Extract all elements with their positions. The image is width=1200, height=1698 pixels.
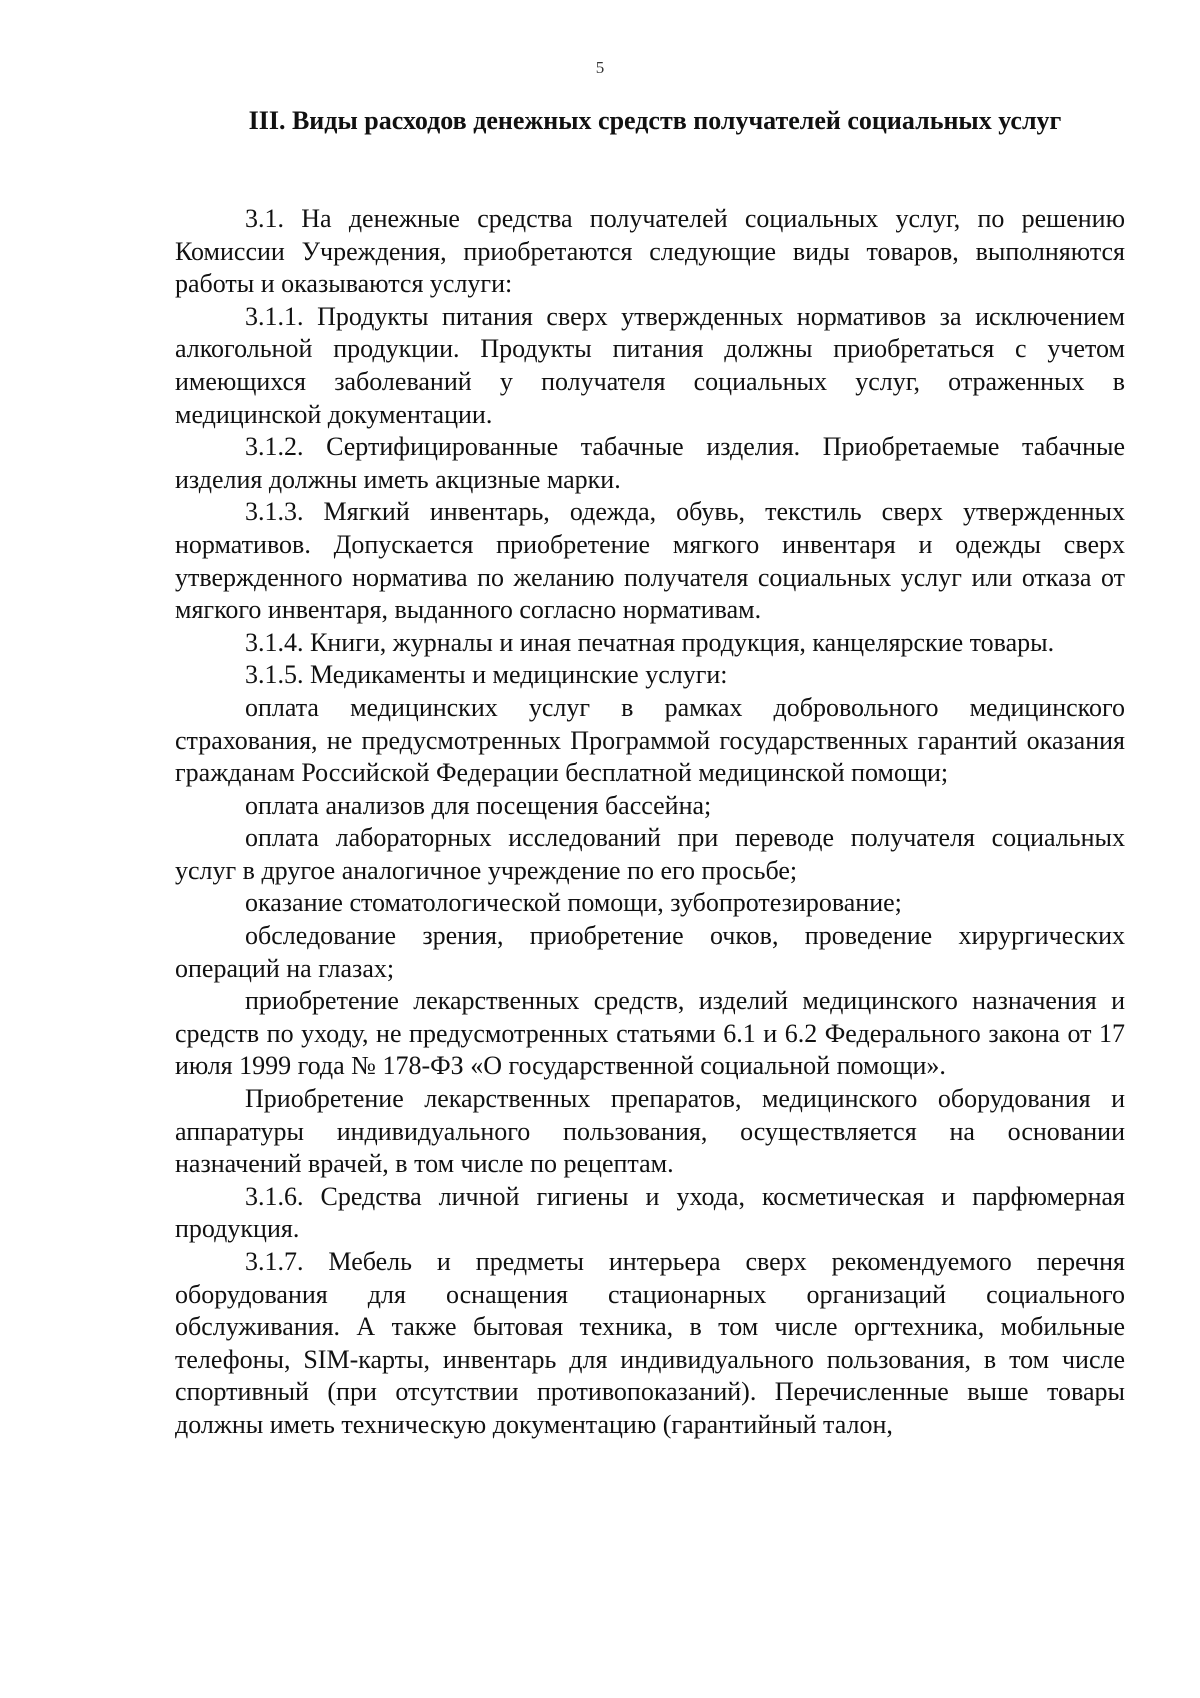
page-number: 5 [595, 58, 605, 77]
paragraph-prescriptions: Приобретение лекарственных препаратов, медицинского оборудования и аппаратуры индивидуального пользования, осуществляется на основании назначений врачей, в том числе по рецептам. [175, 1084, 1125, 1179]
paragraph-3-1-4: 3.1.4. Книги, журналы и иная печатная продукция, канцелярские товары. [245, 627, 1055, 657]
paragraph-3-1-7: 3.1.7. Мебель и предметы интерьера сверх рекомендуемого перечня оборудования для оснащения стационарных организаций социального обслуживания. А также бытовая техника, в том числе оргтехника, мобильные телефоны, SIM-карты, инвентарь для индивидуального пользования, в том числе спортивный (при отсутствии противопоказаний). Перечисленные выше товары должны иметь техническую документацию (гарантийный талон, [175, 1247, 1125, 1439]
paragraph-3-1-2: 3.1.2. Сертифицированные табачные изделия. Приобретаемые табачные изделия должны иметь акцизные марки. [175, 432, 1125, 494]
paragraph-3-1-3: 3.1.3. Мягкий инвентарь, одежда, обувь, текстиль сверх утвержденных нормативов. Допускается приобретение мягкого инвентаря и одежды сверх утвержденного норматива по желанию получателя социальных услуг или отказа от мягкого инвентаря, выданного согласно нормативам. [175, 497, 1125, 625]
list-item-lab-research: оплата лабораторных исследований при переводе получателя социальных услуг в другое аналогичное учреждение по его просьбе; [175, 823, 1125, 885]
list-item-medicines: приобретение лекарственных средств, изделий медицинского назначения и средств по уходу, не предусмотренных статьями 6.1 и 6.2 Федерального закона от 17 июля 1999 года № 178-ФЗ «О государственной социальной помощи». [175, 986, 1125, 1081]
paragraph-3-1-5: 3.1.5. Медикаменты и медицинские услуги: [245, 660, 728, 690]
document-body [175, 203, 1125, 1442]
paragraph-3-1-6: 3.1.6. Средства личной гигиены и ухода, косметическая и парфюмерная продукция. [175, 1181, 1125, 1244]
paragraph-3-1: 3.1. На денежные средства получателей социальных услуг, по решению Комиссии Учреждения, приобретаются следующие виды товаров, выполняются работы и оказываются услуги: [175, 204, 1125, 299]
list-item-pool-analyses: оплата анализов для посещения бассейна; [245, 790, 712, 820]
list-item-medical-insurance: оплата медицинских услуг в рамках добровольного медицинского страхования, не предусмотренных Программой государственных гарантий оказания гражданам Российской Федерации бесплатной медицинской помощи; [175, 692, 1125, 788]
section-title: III. Виды расходов денежных средств получателей социальных услуг [248, 106, 1062, 135]
list-item-vision: обследование зрения, приобретение очков, проведение хирургических операций на глазах; [175, 921, 1125, 983]
paragraph-3-1-1: 3.1.1. Продукты питания сверх утвержденных нормативов за исключением алкогольной продукции. Продукты питания должны приобретаться с учетом имеющихся заболеваний у получателя социальных услуг, отраженных в медицинской документации. [175, 301, 1125, 429]
list-item-dental: оказание стоматологической помощи, зубопротезирование; [245, 888, 902, 918]
